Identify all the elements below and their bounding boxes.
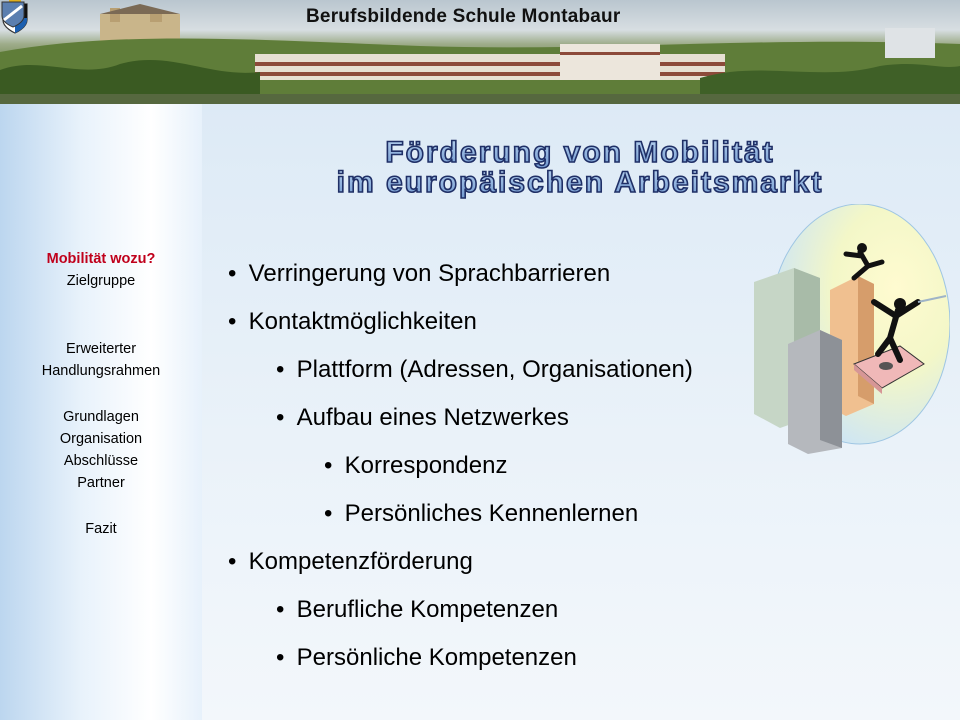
bullet-text: Verringerung von Sprachbarrieren: [248, 260, 611, 287]
nav-item-grundlagen[interactable]: Grundlagen: [63, 409, 139, 425]
bullet-plattform: [276, 356, 693, 384]
nav-item-erweiterter[interactable]: Erweiterter: [65, 341, 137, 357]
slide-title: [202, 104, 960, 204]
nav-item-handlungsrahmen[interactable]: Handlungsrahmen: [41, 363, 161, 379]
nav-item-partner[interactable]: Partner: [77, 475, 125, 491]
bullet-text: Persönliche Kompetenzen: [296, 644, 577, 671]
nav-group-scope: [0, 338, 202, 382]
bullet-dot: •: [228, 308, 237, 335]
bullet-text: Plattform (Adressen, Organisationen): [296, 356, 693, 383]
business-skyscraper-illustration: [750, 204, 950, 454]
bullet-dot: •: [276, 596, 285, 623]
nav-group-conclusion: [0, 518, 202, 540]
nav-item-organisation[interactable]: Organisation: [59, 431, 143, 447]
bullet-text: Kontaktmöglichkeiten: [248, 308, 477, 335]
bullet-dot: •: [276, 404, 285, 431]
nav-item-mobilitaet-wozu[interactable]: Mobilität wozu?: [46, 251, 156, 267]
bullet-text: Persönliches Kennenlernen: [344, 500, 639, 527]
bullet-sprachbarrieren: [228, 260, 610, 288]
bullet-dot: •: [228, 548, 237, 575]
bullet-text: Korrespondenz: [344, 452, 508, 479]
header-banner: [0, 0, 960, 104]
bullet-korrespondenz: [324, 452, 507, 480]
nav-item-abschluesse[interactable]: Abschlüsse: [63, 453, 139, 469]
nav-item-fazit[interactable]: Fazit: [85, 521, 117, 537]
bullet-dot: •: [324, 452, 333, 479]
nav-item-zielgruppe[interactable]: Zielgruppe: [66, 273, 136, 289]
sidebar-navigation: [0, 104, 202, 720]
bullet-text: Berufliche Kompetenzen: [296, 596, 559, 623]
bullet-persoenliche-kompetenzen: [276, 644, 577, 672]
bullet-netzwerk: [276, 404, 569, 432]
bullet-dot: •: [276, 644, 285, 671]
bullet-kontaktmoeglichkeiten: [228, 308, 477, 336]
bullet-dot: •: [228, 260, 237, 287]
slide-title-line1: Förderung von Mobilität: [385, 136, 775, 169]
bullet-text: Kompetenzförderung: [248, 548, 473, 575]
bullet-kennenlernen: [324, 500, 638, 528]
slide-title-line2: im europäischen Arbeitsmarkt: [336, 166, 824, 199]
bullet-dot: •: [276, 356, 285, 383]
bullet-berufliche-kompetenzen: [276, 596, 558, 624]
school-name: Berufsbildende Schule Montabaur: [306, 6, 621, 27]
bullet-kompetenzfoerderung: [228, 548, 473, 576]
nav-group-purpose: [0, 248, 202, 292]
bullet-text: Aufbau eines Netzwerkes: [296, 404, 569, 431]
nav-group-basics: [0, 406, 202, 494]
slide-content: [202, 104, 960, 720]
district-logo-icon: [0, 0, 26, 28]
bullet-dot: •: [324, 500, 333, 527]
